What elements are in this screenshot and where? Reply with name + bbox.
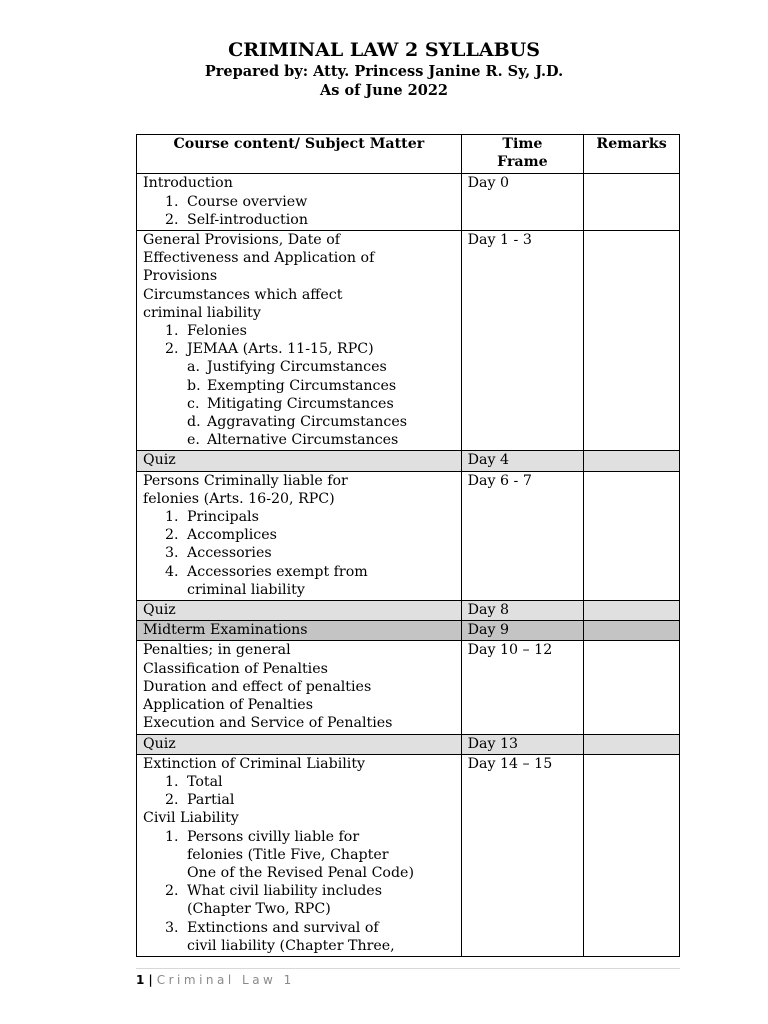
time-cell: Day 0 <box>461 174 584 231</box>
footer-text: Criminal Law 1 <box>156 973 295 987</box>
remarks-cell <box>584 621 680 641</box>
page-footer <box>136 968 680 987</box>
remarks-cell <box>584 641 680 734</box>
time-cell: Day 1 - 3 <box>461 231 584 451</box>
content-cell: Extinction of Criminal Liability 1. Total 2. Partial Civil Liability 1. Persons civilly liable for felonies (Title Five, Chapter One of the Revised Penal Code) 2. What civil liability includes (Chapter Two, RPC) 3. Extinctions and survival of civil liability (Chapter Three, <box>137 754 462 956</box>
remarks-cell <box>584 471 680 600</box>
content-cell: Quiz <box>137 734 462 754</box>
remarks-cell <box>584 451 680 471</box>
content-cell: Introduction 1. Course overview 2. Self-introduction <box>137 174 462 231</box>
header-time-frame: Time Frame <box>461 135 584 174</box>
time-cell: Day 13 <box>461 734 584 754</box>
time-cell: Day 6 - 7 <box>461 471 584 600</box>
remarks-cell <box>584 754 680 956</box>
time-cell: Day 9 <box>461 621 584 641</box>
content-cell: Midterm Examinations <box>137 621 462 641</box>
as-of-date: As of June 2022 <box>320 82 448 99</box>
table-row <box>137 641 680 734</box>
table-row <box>137 734 680 754</box>
table-row-midterm <box>137 621 680 641</box>
table-row <box>137 601 680 621</box>
header-remarks: Remarks <box>584 135 680 174</box>
footer-separator: | <box>148 973 153 987</box>
document-header <box>0 38 768 100</box>
table-row <box>137 754 680 956</box>
syllabus-table <box>136 134 680 957</box>
prepared-by: Prepared by: Atty. Princess Janine R. Sy, J.D. <box>204 63 564 80</box>
table-row <box>137 231 680 451</box>
remarks-cell <box>584 601 680 621</box>
table-row <box>137 451 680 471</box>
time-cell: Day 10 – 12 <box>461 641 584 734</box>
remarks-cell <box>584 231 680 451</box>
table-row <box>137 174 680 231</box>
page-number: 1 <box>136 973 145 987</box>
time-cell: Day 14 – 15 <box>461 754 584 956</box>
content-cell: Quiz <box>137 451 462 471</box>
content-cell: Persons Criminally liable for felonies (Arts. 16-20, RPC) 1. Principals 2. Accomplices 3. Accessories 4. Accessories exempt from criminal liability <box>137 471 462 600</box>
table-row <box>137 471 680 600</box>
content-cell: General Provisions, Date of Effectiveness and Application of Provisions Circumstances which affect criminal liability 1. Felonies 2. JEMAA (Arts. 11-15, RPC) a. Justifying Circumstances b. Exempting Circumstances c. Mitigating Circumstances d. Aggravating Circumstances e. Alternative Circumstances <box>137 231 462 451</box>
time-cell: Day 4 <box>461 451 584 471</box>
remarks-cell <box>584 734 680 754</box>
content-cell: Penalties; in general Classification of Penalties Duration and effect of penalties Application of Penalties Execution and Service of Penalties <box>137 641 462 734</box>
table-header-row <box>137 135 680 174</box>
remarks-cell <box>584 174 680 231</box>
document-title: CRIMINAL LAW 2 SYLLABUS <box>228 39 540 61</box>
header-course-content: Course content/ Subject Matter <box>137 135 462 174</box>
content-cell: Quiz <box>137 601 462 621</box>
time-cell: Day 8 <box>461 601 584 621</box>
